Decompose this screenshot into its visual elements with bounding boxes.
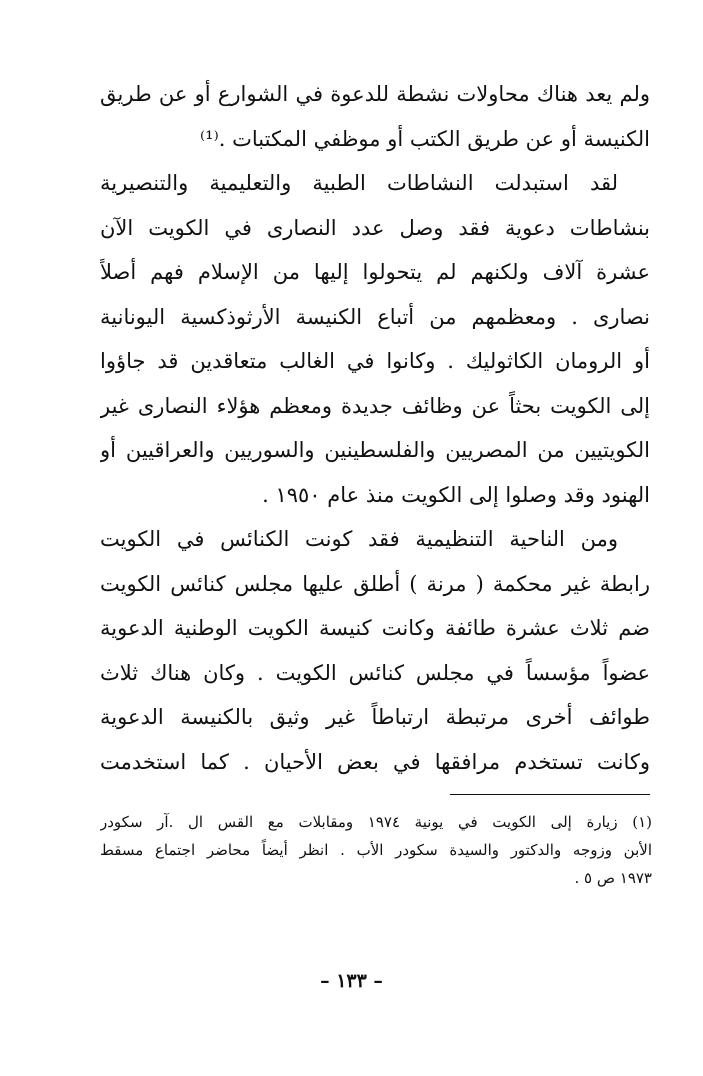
body-line-6: نصارى . ومعظمهم من أتباع الكنيسة الأرثوذكسية اليونانية: [100, 304, 650, 329]
body-line-16: وكانت تستخدم مرافقها في بعض الأحيان . كما استخدمت: [100, 749, 650, 774]
body-line-1: ولم يعد هناك محاولات نشطة للدعوة في الشوارع أو عن طريق: [100, 82, 650, 106]
body-line-12: رابطة غير محكمة ( مرنة ) أطلق عليها مجلس كنائس الكويت: [100, 571, 650, 596]
body-line-8: إلى الكويت بحثاً عن وظائف جديدة ومعظم هؤلاء النصارى غير: [100, 393, 650, 418]
body-line-10: الهنود وقد وصلوا إلى الكويت منذ عام ١٩٥٠ .: [262, 482, 650, 507]
body-line-11: ومن الناحية التنظيمية فقد كونت الكنائس في الكويت: [100, 527, 618, 551]
body-line-14: عضواً مؤسساً في مجلس كنائس الكويت . وكان هناك ثلاث: [100, 660, 650, 685]
footnote-line-3: ١٩٧٣ ص ٥ .: [574, 869, 652, 887]
footnote-divider: [450, 794, 650, 795]
footnote-line-1: (١) زيارة إلى الكويت في يونية ١٩٧٤ ومقابلات مع القس ال .آر سكودر: [100, 813, 652, 831]
body-line-15: طوائف أخرى مرتبطة ارتباطاً غير وثيق بالكنيسة الدعوية: [100, 705, 650, 729]
body-line-9: الكويتيين من المصريين والفلسطينين والسوريين والعراقيين أو: [100, 438, 650, 462]
footnotes: [100, 808, 652, 892]
body-line-3: لقد استبدلت النشاطات الطبية والتعليمية والتنصيرية: [100, 171, 618, 195]
body-line-7: أو الرومان الكاثوليك . وكانوا في الغالب متعاقدين قد جاؤوا: [100, 349, 650, 373]
page-number: – ١٣٣ –: [320, 970, 383, 992]
footnote-line-2: الأبن وزوجه والدكتور والسيدة سكودر الأب . انظر أيضاً محاضر اجتماع مسقط: [100, 841, 652, 859]
body-text: [100, 72, 650, 784]
body-line-2: الكنيسة أو عن طريق الكتب أو موظفي المكتبات .⁽¹⁾: [200, 126, 650, 151]
body-line-4: بنشاطات دعوية فقد وصل عدد النصارى في الكويت الآن: [100, 215, 650, 240]
body-line-5: عشرة آلاف ولكنهم لم يتحولوا إليها من الإسلام فهم أصلاً: [100, 260, 650, 284]
body-line-13: ضم ثلاث عشرة طائفة وكانت كنيسة الكويت الوطنية الدعوية: [100, 616, 650, 640]
